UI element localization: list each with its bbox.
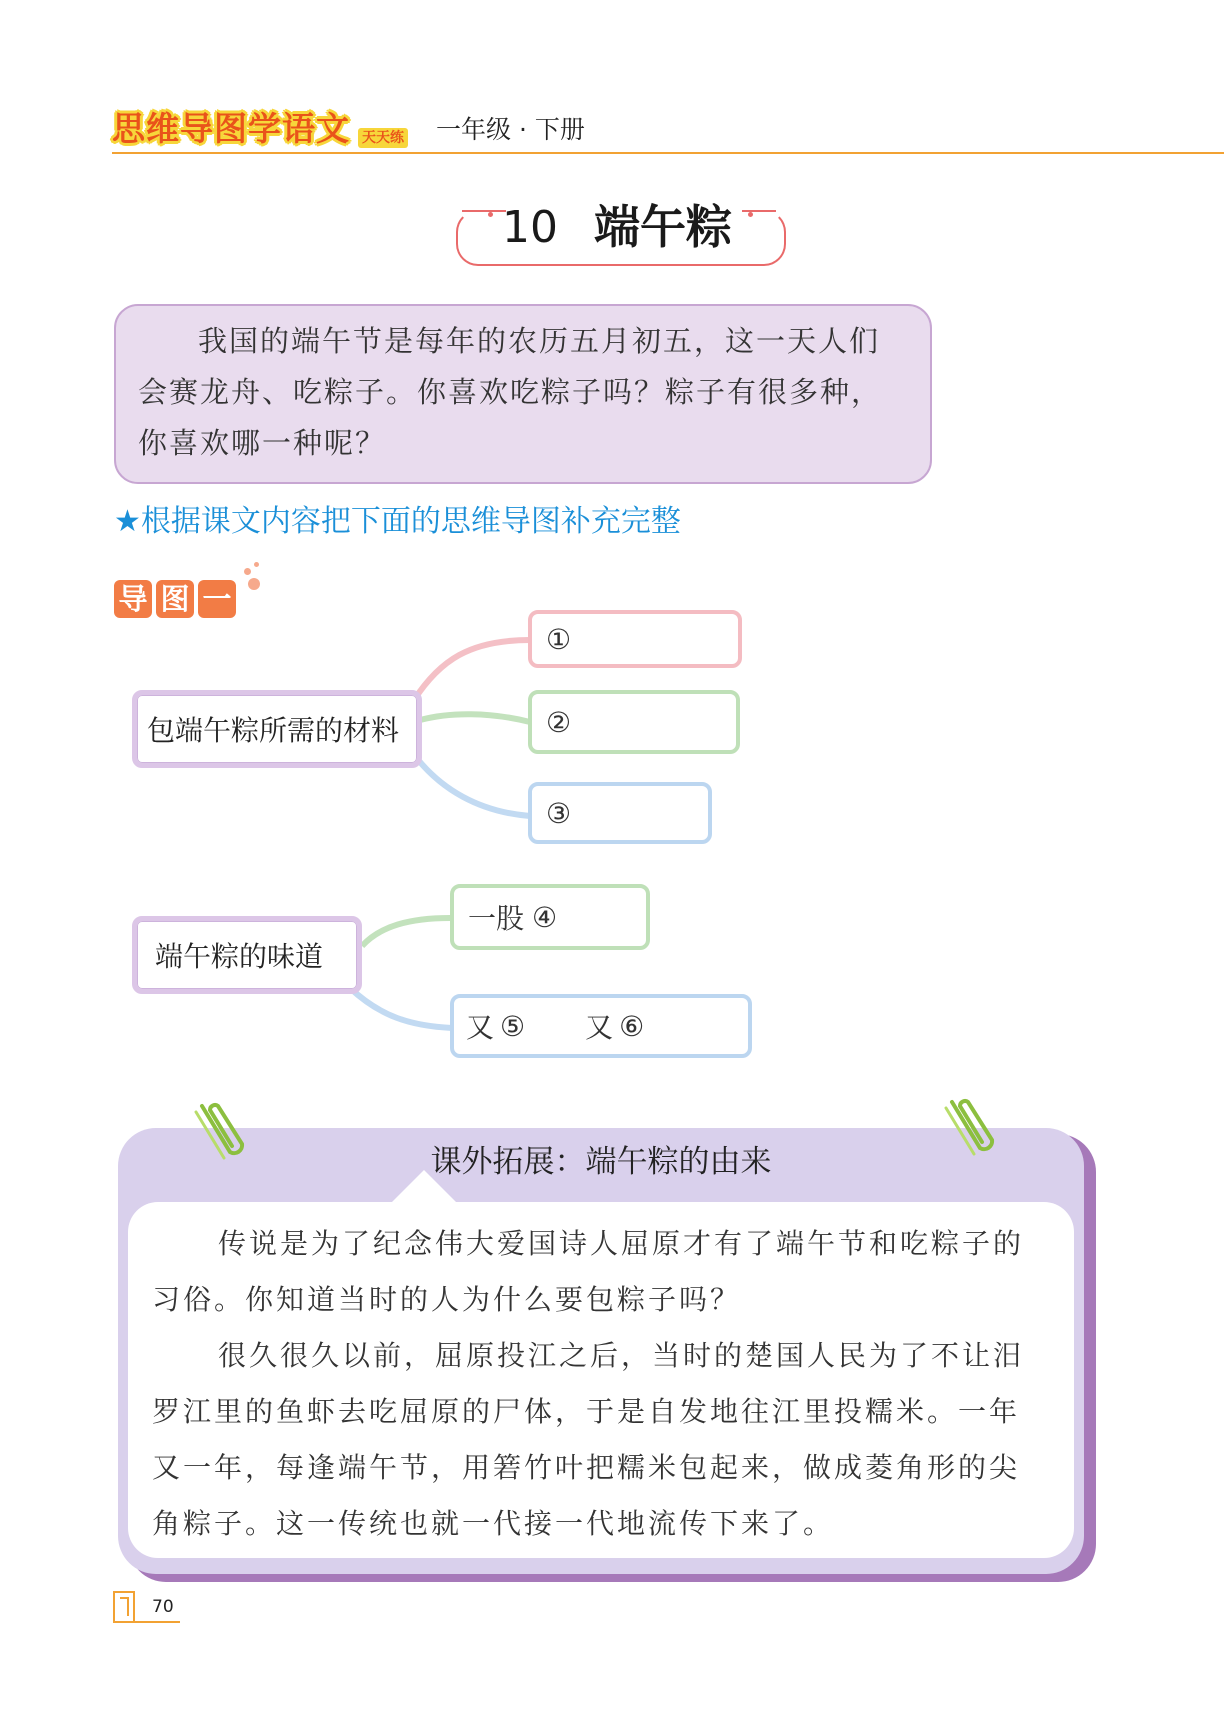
map-tag-char: 一	[198, 580, 236, 618]
page-number: 70	[152, 1597, 174, 1617]
mindmap2-root-label: 端午粽的味道	[155, 940, 324, 973]
lesson-title: 端午粽	[594, 200, 732, 254]
mindmap1-root-label: 包端午粽所需的材料	[147, 714, 400, 747]
mindmap2-branch-1[interactable]	[450, 884, 650, 950]
connector-4	[362, 918, 450, 946]
paperclip-icon	[940, 1096, 996, 1162]
mindmap1-branch-2[interactable]	[528, 690, 740, 754]
connector-2	[420, 714, 530, 722]
logo-badge: 天天练	[358, 128, 408, 148]
mindmap2-root	[132, 916, 362, 994]
extension-paragraph: 传说是为了纪念伟大爱国诗人屈原才有了端午节和吃粽子的习俗。你知道当时的人为什么要包粽子吗？	[152, 1227, 1025, 1316]
connector-3	[412, 752, 530, 816]
connector-5	[350, 988, 452, 1028]
taste-prefix-2: 又	[466, 1011, 495, 1044]
grade-label: 一年级 · 下册	[436, 115, 585, 144]
logo-text: 思维导图学语文	[112, 109, 350, 148]
blank-marker-6: ⑥	[619, 1009, 645, 1043]
mindmap1-root	[132, 690, 422, 768]
lesson-number: 10	[502, 202, 558, 253]
blank-marker-4: ④	[532, 900, 558, 934]
intro-text: 我国的端午节是每年的农历五月初五，这一天人们会赛龙舟、吃粽子。你喜欢吃粽子吗？粽子有很多种，你喜欢哪一种呢？	[138, 324, 883, 460]
extension-body	[128, 1202, 1074, 1558]
mindmap1-branch-1[interactable]	[528, 610, 742, 668]
blank-marker-2: ②	[546, 705, 572, 739]
mindmap2-branch-2[interactable]	[450, 994, 752, 1058]
blank-marker-1: ①	[546, 622, 572, 656]
connector-1	[414, 640, 530, 700]
mindmap1-branch-3[interactable]	[528, 782, 712, 844]
taste-prefix-3: 又	[585, 1011, 614, 1044]
paperclip-icon	[190, 1100, 246, 1166]
blank-marker-3: ③	[546, 796, 572, 830]
blank-marker-5: ⑤	[500, 1009, 526, 1043]
map-tag-char: 导	[114, 580, 152, 618]
extension-paragraph: 很久很久以前，屈原投江之后，当时的楚国人民为了不让汨罗江里的鱼虾去吃屈原的尸体，于是自发地往江里投糯米。一年又一年，每逢端午节，用箬竹叶把糯米包起来，做成菱角形的尖角粽子。这一传统也就一代接一代地流传下来了。	[152, 1339, 1025, 1540]
map-tag-char: 图	[156, 580, 194, 618]
instruction-text: ★根据课文内容把下面的思维导图补充完整	[114, 504, 681, 539]
taste-prefix-1: 一股	[468, 902, 525, 935]
extension-heading: 课外拓展：端午粽的由来	[430, 1144, 772, 1180]
extension-notch	[390, 1170, 458, 1204]
